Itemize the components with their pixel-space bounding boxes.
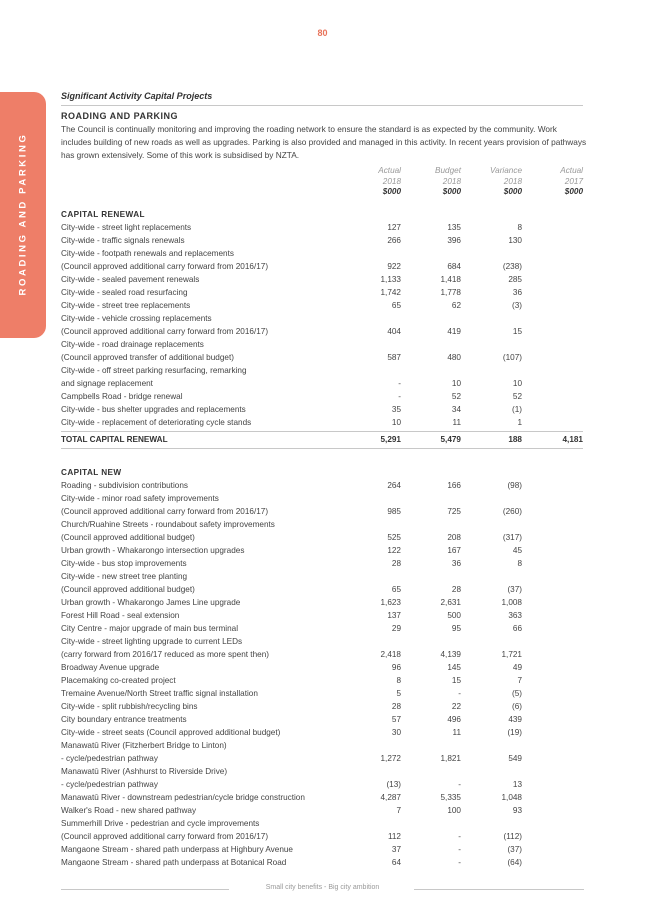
cell-actual-2018: 587 <box>387 353 401 362</box>
cell-actual-2018: 28 <box>391 702 401 711</box>
row-label: City-wide - replacement of deteriorating cycle stands <box>61 418 252 427</box>
row-label: Mangaone Stream - shared path underpass at Botanical Road <box>61 858 287 867</box>
row-label: Broadway Avenue upgrade <box>61 663 160 672</box>
cell-budget-2018: 496 <box>447 715 461 724</box>
table-row <box>61 299 583 312</box>
page-number: 80 <box>317 28 328 38</box>
table-row <box>61 830 583 843</box>
cell-actual-2018: 1,742 <box>380 288 401 297</box>
cell-variance-2018: 66 <box>512 624 522 633</box>
cell-budget-2018: 1,821 <box>440 754 461 763</box>
cell-variance-2018: (238) <box>502 262 522 271</box>
category-heading-row <box>61 208 583 221</box>
cell-actual-2018: 1,623 <box>380 598 401 607</box>
cell-variance-2018: 7 <box>517 676 522 685</box>
table-row <box>61 804 583 817</box>
row-label: City-wide - street lighting upgrade to current LEDs <box>61 637 243 646</box>
row-label: Manawatū River - downstream pedestrian/cycle bridge construction <box>61 793 305 802</box>
table-row <box>61 791 583 804</box>
row-label: (Council approved additional budget) <box>61 585 195 594</box>
table-row <box>61 273 583 286</box>
row-label: City-wide - road drainage replacements <box>61 340 204 349</box>
cell-variance-2018: (6) <box>511 702 522 711</box>
row-label: City-wide - bus shelter upgrades and replacements <box>61 405 246 414</box>
row-label: Tremaine Avenue/North Street traffic signal installation <box>61 689 258 698</box>
footer-divider-right <box>414 889 584 890</box>
table-row <box>61 377 583 390</box>
cell-variance-2018: 1,721 <box>501 650 522 659</box>
table-row <box>61 403 583 416</box>
cell-actual-2018: 4,287 <box>380 793 401 802</box>
row-label: City-wide - vehicle crossing replacements <box>61 314 212 323</box>
row-label: Church/Ruahine Streets - roundabout safety improvements <box>61 520 275 529</box>
cell-budget-2018: 5,335 <box>440 793 461 802</box>
cell-actual-2018: 8 <box>396 676 401 685</box>
cell-variance-2018: (64) <box>507 858 522 867</box>
table-row <box>61 596 583 609</box>
cell-variance-2018: 1,048 <box>501 793 522 802</box>
cell-actual-2018: 122 <box>387 546 401 555</box>
row-label: Campbells Road - bridge renewal <box>61 392 183 401</box>
row-label: Manawatū River (Fitzherbert Bridge to Linton) <box>61 741 227 750</box>
table-row <box>61 260 583 273</box>
cell-variance-2018: 36 <box>512 288 522 297</box>
cell-actual-2018: - <box>398 392 401 401</box>
cell-budget-2018: 11 <box>452 728 461 737</box>
column-header-line2: 2018 <box>442 176 461 186</box>
table-row <box>61 843 583 856</box>
cell-variance-2018: 45 <box>512 546 522 555</box>
table-row <box>61 713 583 726</box>
column-header-line1: Variance <box>489 166 522 175</box>
table-row <box>61 778 583 791</box>
row-label: (Council approved additional carry forward from 2016/17) <box>61 507 269 516</box>
column-header-budget-2018 <box>391 166 461 198</box>
cell-budget-2018: 166 <box>447 481 461 490</box>
cell-actual-2018: 264 <box>387 481 401 490</box>
row-label: - cycle/pedestrian pathway <box>61 780 158 789</box>
cell-budget-2018: - <box>458 858 461 867</box>
row-label: CAPITAL NEW <box>61 468 122 477</box>
column-headers <box>61 166 583 206</box>
table-row <box>61 661 583 674</box>
total-row <box>61 431 583 449</box>
table-row <box>61 674 583 687</box>
cell-budget-2018: - <box>458 689 461 698</box>
cell-variance-2018: (1) <box>511 405 522 414</box>
category-heading-row <box>61 466 583 479</box>
cell-actual-2018: 2,418 <box>380 650 401 659</box>
row-label: - cycle/pedestrian pathway <box>61 754 158 763</box>
row-label: City-wide - street tree replacements <box>61 301 191 310</box>
row-label: Mangaone Stream - shared path underpass at Highbury Avenue <box>61 845 293 854</box>
cell-actual-2018: 30 <box>391 728 401 737</box>
cell-actual-2018: 112 <box>387 832 401 841</box>
column-header-unit: $000 <box>382 187 401 197</box>
row-label: TOTAL CAPITAL RENEWAL <box>61 435 168 444</box>
cell-variance-2018: 49 <box>512 663 522 672</box>
cell-actual-2018: 28 <box>391 559 401 568</box>
row-label: City-wide - split rubbish/recycling bins <box>61 702 198 711</box>
row-label: and signage replacement <box>61 379 153 388</box>
cell-actual-2018: 7 <box>396 806 401 815</box>
table-spacer <box>61 449 583 466</box>
intro-paragraph: The Council is continually monitoring and improving the roading network to ensure the standard is as expected by the community. Work includes building of new roads as well as upgrades. Parking is also provided and managed in this activity. In recent years provision of pathways has grown extensively. Some of this work is subsidised by NZTA. <box>61 124 587 160</box>
cell-variance-2018: (317) <box>502 533 522 542</box>
cell-actual-2018: 525 <box>387 533 401 542</box>
table-row <box>61 364 583 377</box>
row-label: Placemaking co-created project <box>61 676 176 685</box>
cell-actual-2018: 266 <box>387 236 401 245</box>
cell-actual-2018: 1,133 <box>380 275 401 284</box>
column-header-line1: Actual <box>560 166 583 175</box>
cell-variance-2018: 549 <box>508 754 522 763</box>
column-header-actual-2017 <box>513 166 583 198</box>
cell-actual-2017: 4,181 <box>562 435 583 444</box>
cell-variance-2018: (260) <box>502 507 522 516</box>
table-row <box>61 817 583 830</box>
table-row <box>61 609 583 622</box>
cell-budget-2018: 684 <box>447 262 461 271</box>
cell-budget-2018: 4,139 <box>440 650 461 659</box>
cell-actual-2018: 5 <box>396 689 401 698</box>
row-label: City-wide - sealed pavement renewals <box>61 275 200 284</box>
table-row <box>61 234 583 247</box>
cell-variance-2018: (19) <box>507 728 522 737</box>
column-header-line1: Actual <box>378 166 401 175</box>
table-row <box>61 765 583 778</box>
cell-variance-2018: 10 <box>512 379 522 388</box>
cell-budget-2018: 95 <box>451 624 461 633</box>
column-header-line2: 2017 <box>564 176 583 186</box>
cell-actual-2018: (13) <box>386 780 401 789</box>
row-label: Urban growth - Whakarongo James Line upgrade <box>61 598 241 607</box>
side-tab-label: ROADING AND PARKING <box>17 132 29 296</box>
cell-actual-2018: 64 <box>391 858 401 867</box>
cell-budget-2018: 52 <box>451 392 461 401</box>
row-label: City boundary entrance treatments <box>61 715 187 724</box>
cell-budget-2018: 1,418 <box>440 275 461 284</box>
row-label: (Council approved additional carry forward from 2016/17) <box>61 832 269 841</box>
cell-actual-2018: 137 <box>387 611 401 620</box>
table-row <box>61 570 583 583</box>
cell-budget-2018: 36 <box>451 559 461 568</box>
cell-budget-2018: 135 <box>447 223 461 232</box>
cell-budget-2018: 62 <box>451 301 461 310</box>
table-row <box>61 325 583 338</box>
cell-budget-2018: 725 <box>447 507 461 516</box>
cell-actual-2018: 35 <box>391 405 401 414</box>
cell-variance-2018: (5) <box>511 689 522 698</box>
row-label: (Council approved additional budget) <box>61 533 195 542</box>
cell-variance-2018: 130 <box>508 236 522 245</box>
cell-variance-2018: 285 <box>508 275 522 284</box>
table-row <box>61 505 583 518</box>
cell-budget-2018: 15 <box>451 676 461 685</box>
row-label: (Council approved transfer of additional budget) <box>61 353 234 362</box>
table-row <box>61 286 583 299</box>
row-label: (Council approved additional carry forward from 2016/17) <box>61 327 269 336</box>
cell-budget-2018: 2,631 <box>440 598 461 607</box>
table-row <box>61 557 583 570</box>
table-row <box>61 687 583 700</box>
table-row <box>61 700 583 713</box>
row-label: Forest Hill Road - seal extension <box>61 611 180 620</box>
cell-budget-2018: 167 <box>447 546 461 555</box>
table-row <box>61 583 583 596</box>
column-header-variance-2018 <box>452 166 522 198</box>
column-header-line2: 2018 <box>382 176 401 186</box>
table-row <box>61 247 583 260</box>
cell-variance-2018: 8 <box>517 559 522 568</box>
cell-actual-2018: 985 <box>387 507 401 516</box>
cell-actual-2018: - <box>398 379 401 388</box>
row-label: CAPITAL RENEWAL <box>61 210 145 219</box>
row-label: (Council approved additional carry forward from 2016/17) <box>61 262 269 271</box>
cell-variance-2018: 13 <box>512 780 522 789</box>
cell-variance-2018: 8 <box>517 223 522 232</box>
cell-variance-2018: (98) <box>507 481 522 490</box>
cell-budget-2018: 10 <box>451 379 461 388</box>
row-label: City-wide - bus stop improvements <box>61 559 187 568</box>
cell-budget-2018: - <box>458 780 461 789</box>
column-header-unit: $000 <box>442 187 461 197</box>
cell-actual-2018: 65 <box>391 301 401 310</box>
cell-actual-2018: 96 <box>391 663 401 672</box>
capital-projects-table <box>61 208 583 869</box>
cell-variance-2018: 363 <box>508 611 522 620</box>
cell-variance-2018: 439 <box>508 715 522 724</box>
row-label: City-wide - sealed road resurfacing <box>61 288 188 297</box>
section-heading: Significant Activity Capital Projects <box>61 91 213 101</box>
cell-actual-2018: 404 <box>387 327 401 336</box>
table-row <box>61 479 583 492</box>
table-row <box>61 622 583 635</box>
row-label: City-wide - street light replacements <box>61 223 192 232</box>
cell-variance-2018: (3) <box>511 301 522 310</box>
footer-tagline: Small city benefits - Big city ambition <box>265 884 380 891</box>
cell-budget-2018: 500 <box>447 611 461 620</box>
side-section-tab <box>0 92 46 338</box>
cell-variance-2018: 52 <box>512 392 522 401</box>
table-row <box>61 338 583 351</box>
table-row <box>61 531 583 544</box>
table-row <box>61 739 583 752</box>
cell-budget-2018: 11 <box>452 418 461 427</box>
table-row <box>61 416 583 429</box>
table-row <box>61 726 583 739</box>
table-row <box>61 492 583 505</box>
cell-actual-2018: 1,272 <box>380 754 401 763</box>
column-header-unit: $000 <box>564 187 583 197</box>
row-label: Roading - subdivision contributions <box>61 481 188 490</box>
row-label: City-wide - footpath renewals and replacements <box>61 249 234 258</box>
row-label: City-wide - off street parking resurfacing, remarking <box>61 366 247 375</box>
column-header-line2: 2018 <box>503 176 522 186</box>
cell-budget-2018: 419 <box>447 327 461 336</box>
cell-variance-2018: 188 <box>508 435 522 444</box>
cell-actual-2018: 29 <box>391 624 401 633</box>
cell-budget-2018: 100 <box>447 806 461 815</box>
cell-variance-2018: 1 <box>517 418 522 427</box>
cell-budget-2018: 5,479 <box>440 435 461 444</box>
cell-variance-2018: 1,008 <box>501 598 522 607</box>
cell-actual-2018: 5,291 <box>380 435 401 444</box>
cell-budget-2018: 396 <box>447 236 461 245</box>
cell-actual-2018: 37 <box>391 845 401 854</box>
table-row <box>61 752 583 765</box>
table-row <box>61 635 583 648</box>
row-label: (carry forward from 2016/17 reduced as more spent then) <box>61 650 269 659</box>
column-header-line1: Budget <box>435 166 461 175</box>
cell-variance-2018: (112) <box>503 832 522 841</box>
table-row <box>61 390 583 403</box>
heading-divider <box>61 105 583 106</box>
cell-budget-2018: 145 <box>447 663 461 672</box>
cell-budget-2018: - <box>458 845 461 854</box>
table-row <box>61 351 583 364</box>
page-title: ROADING AND PARKING <box>61 111 178 121</box>
cell-actual-2018: 127 <box>387 223 401 232</box>
cell-budget-2018: 208 <box>447 533 461 542</box>
table-row <box>61 221 583 234</box>
cell-actual-2018: 65 <box>391 585 401 594</box>
row-label: City-wide - minor road safety improvements <box>61 494 219 503</box>
table-row <box>61 312 583 325</box>
cell-actual-2018: 57 <box>391 715 401 724</box>
cell-budget-2018: 34 <box>451 405 461 414</box>
cell-budget-2018: 480 <box>447 353 461 362</box>
table-row <box>61 856 583 869</box>
row-label: City-wide - new street tree planting <box>61 572 188 581</box>
row-label: City-wide - street seats (Council approved additional budget) <box>61 728 281 737</box>
row-label: City-wide - traffic signals renewals <box>61 236 185 245</box>
cell-actual-2018: 10 <box>391 418 401 427</box>
cell-variance-2018: 93 <box>512 806 522 815</box>
cell-budget-2018: 28 <box>451 585 461 594</box>
cell-variance-2018: (37) <box>507 585 522 594</box>
row-label: City Centre - major upgrade of main bus terminal <box>61 624 239 633</box>
row-label: Walker's Road - new shared pathway <box>61 806 197 815</box>
cell-variance-2018: (107) <box>502 353 522 362</box>
cell-budget-2018: 22 <box>451 702 461 711</box>
row-label: Urban growth - Whakarongo intersection upgrades <box>61 546 245 555</box>
table-row <box>61 518 583 531</box>
cell-variance-2018: 15 <box>512 327 522 336</box>
cell-budget-2018: 1,778 <box>440 288 461 297</box>
row-label: Summerhill Drive - pedestrian and cycle improvements <box>61 819 260 828</box>
cell-variance-2018: (37) <box>507 845 522 854</box>
cell-actual-2018: 922 <box>387 262 401 271</box>
column-header-unit: $000 <box>503 187 522 197</box>
row-label: Manawatū River (Ashhurst to Riverside Drive) <box>61 767 228 776</box>
cell-budget-2018: - <box>458 832 461 841</box>
table-row <box>61 648 583 661</box>
table-row <box>61 544 583 557</box>
